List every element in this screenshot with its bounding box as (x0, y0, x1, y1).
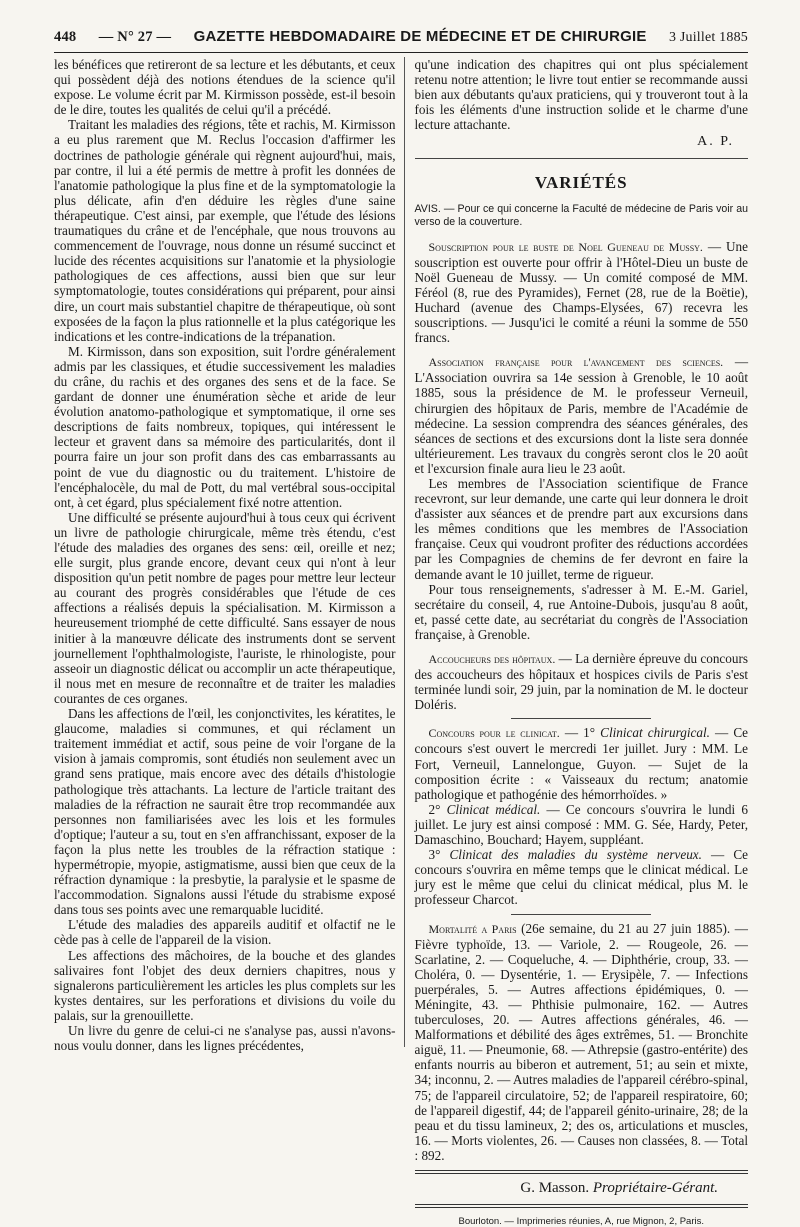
paragraph: L'étude des maladies des appareils auditif et olfactif ne le cède pas à celle de l'appareil de la vision. (54, 917, 396, 948)
right-column (405, 57, 749, 1227)
paragraph: M. Kirmisson, dans son exposition, suit l'ordre généralement admis par les classiques, et étudie successivement les maladies du crâne, du rachis et des organes des sens et de la face. Se gardant de donner une énumération sèche et aride de leur évolution anatomo-pathologique et symptomatique, il orne ses descriptions de faits nombreux, topiques, qui intéressent le lecteur et gravent dans sa mémoire des particularités, dont il pourra faire un jour son profit dans des cas embarrassants au point de vue du diagnostic ou du traitement. L'histoire de l'encéphalocèle, du mal de Pott, du mal vertébral sous-occipital ont, à cet égard, plus spécialement fixé notre attention. (54, 343, 396, 510)
paragraph: Traitant les maladies des régions, tête et rachis, M. Kirmisson a eu plus rarement que M. Reclus l'occasion d'affirmer les doctrines de pathologie générale qui règnent aujourd'hui, mais, par contre, il lui a été permis de mettre à profit les données de l'anatomie pathologique la plus fine et de la symptomatologie la plus délicate, afin d'en déduire les règles d'une saine thérapeutique. C'est ainsi, par exemple, que l'étude des lésions traumatiques du crâne et de l'encéphale, que nous trouvons au commencement de l'ouvrage, nous donne un résumé succinct et lucide des récentes acquisitions sur l'anatomie et la physiologie pathologiques de ces affections, aussi bien que sur leur symptomatologie, toutes considérations qui préparent, pour ainsi dire, un court mais substantiel chapitre de thérapeutique, où sont exposées de la façon la plus rationnelle et la plus catégorique les indications et les contre-indications de la trépanation. (54, 117, 396, 344)
item-souscription (415, 239, 749, 346)
double-rule (415, 1204, 749, 1208)
item-text: (26e semaine, du 21 au 27 juin 1885). — Fièvre typhoïde, 13. — Variole, 2. — Rougeole, 26. — Scarlatine, 2. — Coqueluche, 4. — Diphthérie, croup, 33. — Choléra, 0. — Dysentérie, 1. — Erysipèle, 7. — Infections puerpérales, 5. — Autres affections épidémiques, 0. — Méningite, 43. — Phthisie pulmonaire, 162. — Autres tuberculoses, 20. — Autres affections générales, 46. — Malformations et débilité des âges extrêmes, 51. — Bronchite aiguë, 11. — Pneumonie, 68. — Athrepsie (gastro-entérite) des enfants nourris au biberon et autrement, 51; au sein et mixte, 34; inconnu, 2. — Autres maladies de l'appareil cérébro-spinal, 75; de l'appareil circulatoire, 52; de l'appareil respiratoire, 60; de l'appareil digestif, 44; de l'appareil génito-urinaire, 28; de la peau et du tissu lamineux, 2; des os, articulations et muscles, 16. — Morts violentes, 26. — Causes non classées, 8. — Total : 892. (414, 920, 748, 1163)
item-mortalite (415, 921, 749, 1164)
publisher-title: Propriétaire-Gérant. (592, 1180, 718, 1196)
paragraph: Une difficulté se présente aujourd'hui à tous ceux qui écrivent un livre de pathologie chirurgicale, même très étendu, c'est l'étude des maladies des organes des sens: œil, oreille et nez; elle surgit, plus grande encore, devant ceux qui n'ont à leur disposition qu'un petit nombre de pages pour mettre leur lecteur au courant des progrès considérables que l'étude de ces affections a réalisés depuis la spécialisation. M. Kirmisson a heureusement triomphé de cette difficulté. Sans essayer de nous initier à la manœuvre délicate des instruments dont se servent journellement l'ophthalmologiste, l'auriste, le rhinologiste, pour asseoir un diagnostic délicat ou accomplir un acte thérapeutique, il nous met en mesure de reconnaître et de traiter les maladies courantes de ces organes. (54, 509, 396, 706)
paragraph: Les membres de l'Association scientifique de France recevront, sur leur demande, une carte qui leur donnera le droit d'assister aux séances et de prendre part aux excursions dans les mêmes conditions que les membres de l'Association française. Ceux qui voudront profiter des réductions accordées par les Compagnies de chemins de fer devront en faire la demande avant le 10 juillet, terme de rigueur. (414, 475, 748, 582)
printer-footer: Bourloton. — Imprimeries réunies, A, rue Mignon, 2, Paris. (458, 1216, 705, 1227)
item-text: — Une souscription est ouverte pour offrir à l'Hôtel-Dieu un buste de Noël Gueneau de Mussy. — Un comité composé de MM. Féréol (8, rue des Pyramides), Fernet (28, rue de la Boëtie), Huchard (avenue des Champs-Elysées, 67) recevra les souscriptions. — Jusqu'ici le comité a réuni la somme de 550 francs. (414, 238, 748, 346)
item-accoucheurs (415, 651, 749, 712)
item-heading: Souscription pour le buste de Noel Gueneau de Mussy. (428, 239, 703, 254)
double-rule (415, 1170, 749, 1174)
issue-date: 3 Juillet 1885 (668, 30, 748, 45)
item-heading: Mortalité a Paris (428, 921, 517, 936)
paragraph: les bénéfices que retireront de sa lecture et les débutants, et ceux qui possèdent déjà des notions étendues de la science qu'il expose. Le volume écrit par M. Kirmisson possède, est-il besoin de le dire, toutes les qualités de celui qu'il a précédé. (54, 57, 396, 118)
page-number: 448 (54, 29, 77, 45)
notice: AVIS. — Pour ce qui concerne la Faculté de médecine de Paris voir au verso de la couverture. (414, 202, 748, 228)
left-column (54, 57, 404, 1054)
paragraph: Pour tous renseignements, s'adresser à M. E.-M. Gariel, secrétaire du conseil, 4, rue Antoine-Dubois, jusqu'au 8 août, et, passé cette date, au secrétariat du congrès de l'Association française, à Grenoble. (414, 581, 748, 642)
issue-number: — N° 27 — (98, 29, 172, 45)
publisher-line (415, 1180, 719, 1197)
separator (511, 914, 651, 915)
paragraph: Les affections des mâchoires, de la bouche et des glandes salivaires font l'objet des deux derniers chapitres, nous y signalerons particulièrement les articles les plus complets sur les kystes dentaires, sur les perforations et divisions du voile du palais, sur la grenouillette. (54, 947, 396, 1023)
paragraph: Un livre du genre de celui-ci ne s'analyse pas, aussi n'avons-nous voulu donner, dans les lignes précédentes, (54, 1023, 396, 1054)
item-association (415, 354, 749, 642)
journal-title: GAZETTE HEBDOMADAIRE DE MÉDECINE ET DE CHIRURGIE (193, 28, 647, 45)
item-text: — L'Association ouvrira sa 14e session à Grenoble, le 10 août 1885, sous la présidence de M. le professeur Verneuil, chirurgien des hôpitaux de Paris, membre de l'Académie de médecine. La session comprendra des séances générales, des séances de sections et des excursions dont la liste sera donnée ultérieurement. Les travaux du congrès seront clos le 20 août et l'excursion finale aura lieu le 23 août. (414, 354, 749, 476)
item-text: — La dernière épreuve du concours des accoucheurs des hôpitaux et hospices civils de Paris s'est terminée lundi soir, 29 juin, par la nomination de M. le docteur Doléris. (414, 651, 748, 713)
publisher-name: G. Masson. (520, 1180, 590, 1196)
page-header (54, 28, 748, 53)
item-heading: Accoucheurs des hôpitaux. (428, 652, 556, 666)
item-concours: Concours pour le clinicat. — 1° Clinicat chirurgical. — Ce concours s'est ouvert le mercredi 1er juillet. Jury : MM. Le Fort, Verneuil, Lannelongue, Guyon. — Sujet de la composition écrite : « Vaisseaux du rectum; anatomie pathologique et pathogénie des hémorrhoïdes. » 2° Clinicat médical. — Ce concours s'ouvrira le lundi 6 juillet. Le jury est ainsi composé : MM. G. Sée, Hardy, Peter, Damaschino, Bouchard; Hayem, suppléant. 3° Clinicat des maladies du système nerveux. — Ce concours s'ouvrira en même temps que le clinicat médical. Le jury est le même que celui du clinicat médical, plus M. le professeur Charcot. (414, 725, 749, 908)
item-heading: Association française pour l'avancement des sciences. (428, 355, 724, 370)
columns (54, 57, 749, 1227)
paragraph: qu'une indication des chapitres qui ont plus spécialement retenu notre attention; le livre tout entier se recommande aussi bien aux débutants qu'aux praticiens, qui y trouveront tout à la fois les éléments d'une instruction solide et le charme d'une lecture attachante. (414, 57, 748, 133)
section-title: VARIÉTÉS (534, 172, 628, 192)
paragraph: Dans les affections de l'œil, les conjonctivites, les kératites, le glaucome, maladies si communes, et qui réclament un traitement immédiat et actif, sous peine de voir l'organe de la vision à jamais compromis, sont étudiés non seulement avec un grand sens pratique, mais encore avec des détails d'histologie pathologique très attachants. La lecture de l'article traitant des maladies de la réfraction ne saurait être trop recommandée aux personnes non familiarisées avec les lois et les formules d'optique; l'auteur a su, tout en s'en affranchissant, exposer de la façon la plus nette les troubles de la réfraction statique : hypermétropie, myopie, astigmatisme, aussi bien que ceux de la réfraction dynamique : la presbytie, la paralysie et le spasme de l'accommodation. Signalons aussi l'étude du strabisme exposé dans tous ses points avec une remarquable lucidité. (54, 706, 396, 918)
separator (511, 718, 651, 719)
separator (415, 158, 749, 159)
item-heading: Concours pour le clinicat. (428, 726, 560, 741)
author-signature: A. P. (697, 134, 734, 150)
